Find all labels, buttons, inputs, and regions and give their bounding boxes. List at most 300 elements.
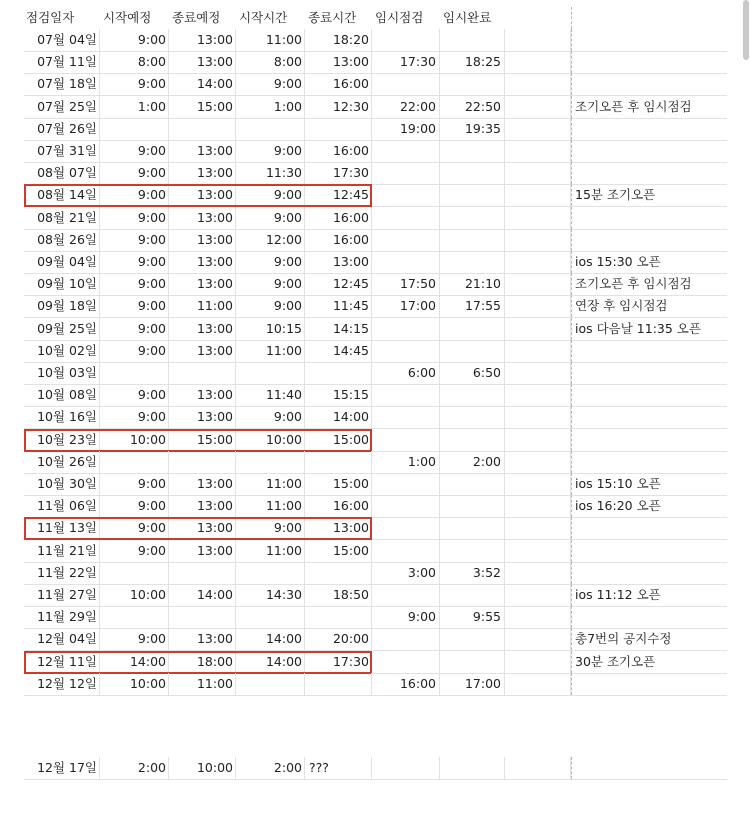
plan-start-cell[interactable]: 10:00 xyxy=(100,673,169,695)
plan-start-cell[interactable] xyxy=(100,451,169,473)
date-cell[interactable]: 08월 14일 xyxy=(24,184,100,206)
start-cell[interactable]: 10:15 xyxy=(236,318,305,340)
start-cell[interactable]: 9:00 xyxy=(236,251,305,273)
start-cell[interactable]: 9:00 xyxy=(236,517,305,539)
blank-cell[interactable] xyxy=(505,584,571,606)
header-plan-end[interactable]: 종료예정 xyxy=(172,10,221,25)
date-cell[interactable]: 10월 23일 xyxy=(24,429,100,451)
end-cell[interactable]: 13:00 xyxy=(305,251,372,273)
note-cell[interactable] xyxy=(571,162,727,184)
plan-end-cell[interactable] xyxy=(169,606,236,628)
header-plan-start[interactable]: 시작예정 xyxy=(103,10,152,25)
note-cell[interactable] xyxy=(571,673,727,695)
note-cell[interactable] xyxy=(571,406,727,428)
temp-check-cell[interactable] xyxy=(372,651,440,673)
end-cell[interactable] xyxy=(305,118,372,140)
date-cell[interactable]: 07월 18일 xyxy=(24,73,100,95)
date-cell[interactable]: 10월 16일 xyxy=(24,406,100,428)
table-row xyxy=(24,451,727,474)
temp-check-cell[interactable]: 17:00 xyxy=(372,295,440,317)
blank-cell[interactable] xyxy=(505,673,571,695)
blank-cell[interactable] xyxy=(505,473,571,495)
note-cell[interactable] xyxy=(571,29,727,51)
temp-check-cell[interactable] xyxy=(372,628,440,650)
plan-end-cell[interactable]: 11:00 xyxy=(169,295,236,317)
plan-end-cell[interactable]: 13:00 xyxy=(169,495,236,517)
start-cell[interactable] xyxy=(236,562,305,584)
note-cell[interactable]: 30분 조기오픈 xyxy=(571,651,727,673)
plan-end-cell[interactable]: 14:00 xyxy=(169,73,236,95)
date-cell[interactable]: 11월 13일 xyxy=(24,517,100,539)
temp-check-cell[interactable] xyxy=(372,340,440,362)
date-cell[interactable]: 12월 04일 xyxy=(24,628,100,650)
temp-done-cell[interactable] xyxy=(440,340,505,362)
end-cell[interactable]: 13:00 xyxy=(305,517,372,539)
date-cell[interactable]: 07월 04일 xyxy=(24,29,100,51)
start-cell[interactable] xyxy=(236,362,305,384)
temp-done-cell[interactable]: 18:25 xyxy=(440,51,505,73)
header-blank[interactable] xyxy=(505,7,571,29)
date-cell[interactable]: 10월 02일 xyxy=(24,340,100,362)
start-cell[interactable]: 9:00 xyxy=(236,207,305,229)
plan-start-cell[interactable]: 14:00 xyxy=(100,651,169,673)
plan-end-cell[interactable]: 15:00 xyxy=(169,96,236,118)
table-row xyxy=(24,495,727,518)
plan-end-cell[interactable]: 13:00 xyxy=(169,51,236,73)
temp-done-cell[interactable]: 9:55 xyxy=(440,606,505,628)
table-row xyxy=(24,517,727,540)
table-row xyxy=(24,184,727,207)
plan-start-cell[interactable]: 9:00 xyxy=(100,251,169,273)
temp-done-cell[interactable] xyxy=(440,757,505,779)
plan-start-cell[interactable]: 9:00 xyxy=(100,495,169,517)
temp-done-cell[interactable]: 2:00 xyxy=(440,451,505,473)
plan-end-cell[interactable]: 11:00 xyxy=(169,673,236,695)
note-cell[interactable]: ios 15:30 오픈 xyxy=(571,251,727,273)
temp-check-cell[interactable] xyxy=(372,318,440,340)
temp-done-cell[interactable]: 17:55 xyxy=(440,295,505,317)
note-cell[interactable] xyxy=(571,384,727,406)
start-cell[interactable] xyxy=(236,606,305,628)
date-cell[interactable]: 12월 11일 xyxy=(24,651,100,673)
note-cell[interactable] xyxy=(571,606,727,628)
temp-done-cell[interactable] xyxy=(440,229,505,251)
table-row xyxy=(24,628,727,651)
note-cell[interactable] xyxy=(571,451,727,473)
plan-end-cell[interactable]: 13:00 xyxy=(169,29,236,51)
plan-end-cell[interactable]: 15:00 xyxy=(169,429,236,451)
start-cell[interactable]: 11:00 xyxy=(236,29,305,51)
note-cell[interactable] xyxy=(571,73,727,95)
end-cell[interactable]: ??? xyxy=(305,757,372,779)
table-row xyxy=(24,29,727,52)
temp-done-cell[interactable] xyxy=(440,184,505,206)
note-cell[interactable] xyxy=(571,229,727,251)
temp-check-cell[interactable] xyxy=(372,229,440,251)
temp-check-cell[interactable] xyxy=(372,73,440,95)
temp-done-cell[interactable]: 3:52 xyxy=(440,562,505,584)
plan-start-cell[interactable]: 9:00 xyxy=(100,628,169,650)
start-cell[interactable] xyxy=(236,451,305,473)
date-cell[interactable]: 09월 10일 xyxy=(24,273,100,295)
start-cell[interactable]: 2:00 xyxy=(236,757,305,779)
temp-done-cell[interactable] xyxy=(440,162,505,184)
blank-cell[interactable] xyxy=(505,495,571,517)
plan-start-cell[interactable]: 9:00 xyxy=(100,384,169,406)
date-cell[interactable]: 10월 08일 xyxy=(24,384,100,406)
blank-cell[interactable] xyxy=(505,651,571,673)
plan-start-cell[interactable]: 9:00 xyxy=(100,229,169,251)
note-cell[interactable] xyxy=(571,540,727,562)
plan-start-cell[interactable]: 8:00 xyxy=(100,51,169,73)
note-cell[interactable] xyxy=(571,429,727,451)
blank-cell[interactable] xyxy=(505,118,571,140)
header-end[interactable]: 종료시간 xyxy=(308,10,357,25)
start-cell[interactable]: 9:00 xyxy=(236,140,305,162)
date-cell[interactable]: 10월 26일 xyxy=(24,451,100,473)
blank-cell[interactable] xyxy=(505,562,571,584)
blank-cell[interactable] xyxy=(505,451,571,473)
temp-done-cell[interactable] xyxy=(440,651,505,673)
plan-end-cell[interactable]: 13:00 xyxy=(169,406,236,428)
blank-cell[interactable] xyxy=(505,229,571,251)
plan-end-cell[interactable]: 18:00 xyxy=(169,651,236,673)
note-cell[interactable] xyxy=(571,517,727,539)
blank-cell[interactable] xyxy=(505,628,571,650)
plan-start-cell[interactable]: 9:00 xyxy=(100,473,169,495)
plan-end-cell[interactable]: 13:00 xyxy=(169,207,236,229)
blank-cell[interactable] xyxy=(505,757,571,779)
plan-end-cell[interactable]: 13:00 xyxy=(169,318,236,340)
date-cell[interactable]: 10월 03일 xyxy=(24,362,100,384)
date-cell[interactable]: 07월 31일 xyxy=(24,140,100,162)
plan-start-cell[interactable]: 9:00 xyxy=(100,406,169,428)
plan-end-cell[interactable]: 13:00 xyxy=(169,517,236,539)
temp-check-cell[interactable]: 1:00 xyxy=(372,451,440,473)
date-cell[interactable]: 11월 21일 xyxy=(24,540,100,562)
note-cell[interactable] xyxy=(571,207,727,229)
end-cell[interactable]: 15:15 xyxy=(305,384,372,406)
header-temp-done[interactable]: 임시완료 xyxy=(443,10,492,25)
end-cell[interactable] xyxy=(305,362,372,384)
note-cell[interactable]: ios 다음날 11:35 오픈 xyxy=(571,318,727,340)
end-cell[interactable]: 12:30 xyxy=(305,96,372,118)
vertical-scrollbar[interactable] xyxy=(743,0,749,60)
start-cell[interactable]: 14:00 xyxy=(236,628,305,650)
date-cell[interactable]: 09월 18일 xyxy=(24,295,100,317)
temp-check-cell[interactable] xyxy=(372,162,440,184)
temp-done-cell[interactable]: 19:35 xyxy=(440,118,505,140)
start-cell[interactable]: 12:00 xyxy=(236,229,305,251)
note-cell[interactable] xyxy=(571,140,727,162)
blank-cell[interactable] xyxy=(505,140,571,162)
blank-cell[interactable] xyxy=(505,207,571,229)
note-cell[interactable] xyxy=(571,118,727,140)
date-cell[interactable]: 07월 11일 xyxy=(24,51,100,73)
date-cell[interactable]: 09월 04일 xyxy=(24,251,100,273)
date-cell[interactable]: 10월 30일 xyxy=(24,473,100,495)
plan-end-cell[interactable]: 13:00 xyxy=(169,140,236,162)
blank-cell[interactable] xyxy=(505,606,571,628)
temp-done-cell[interactable] xyxy=(440,540,505,562)
temp-check-cell[interactable]: 3:00 xyxy=(372,562,440,584)
note-cell[interactable] xyxy=(571,51,727,73)
date-cell[interactable]: 12월 17일 xyxy=(24,757,100,779)
start-cell[interactable]: 14:00 xyxy=(236,651,305,673)
start-cell[interactable]: 14:30 xyxy=(236,584,305,606)
note-cell[interactable]: 조기오픈 후 임시점검 xyxy=(571,273,727,295)
note-cell[interactable]: 연장 후 임시점검 xyxy=(571,295,727,317)
plan-start-cell[interactable]: 9:00 xyxy=(100,540,169,562)
temp-check-cell[interactable] xyxy=(372,207,440,229)
start-cell[interactable]: 11:40 xyxy=(236,384,305,406)
temp-done-cell[interactable]: 6:50 xyxy=(440,362,505,384)
table-row xyxy=(24,757,727,780)
temp-done-cell[interactable] xyxy=(440,140,505,162)
temp-done-cell[interactable] xyxy=(440,406,505,428)
start-cell[interactable]: 9:00 xyxy=(236,273,305,295)
plan-end-cell[interactable] xyxy=(169,362,236,384)
end-cell[interactable]: 16:00 xyxy=(305,229,372,251)
temp-done-cell[interactable] xyxy=(440,384,505,406)
end-cell[interactable]: 15:00 xyxy=(305,429,372,451)
header-note[interactable] xyxy=(571,7,727,29)
blank-cell[interactable] xyxy=(505,429,571,451)
end-cell[interactable]: 12:45 xyxy=(305,184,372,206)
blank-cell[interactable] xyxy=(505,96,571,118)
header-start[interactable]: 시작시간 xyxy=(239,10,288,25)
plan-start-cell[interactable]: 10:00 xyxy=(100,584,169,606)
temp-check-cell[interactable] xyxy=(372,757,440,779)
blank-cell[interactable] xyxy=(505,362,571,384)
plan-end-cell[interactable]: 13:00 xyxy=(169,473,236,495)
blank-cell[interactable] xyxy=(505,540,571,562)
blank-cell[interactable] xyxy=(505,29,571,51)
plan-start-cell[interactable]: 9:00 xyxy=(100,73,169,95)
blank-cell[interactable] xyxy=(505,184,571,206)
end-cell[interactable]: 11:45 xyxy=(305,295,372,317)
plan-end-cell[interactable]: 13:00 xyxy=(169,340,236,362)
end-cell[interactable]: 14:00 xyxy=(305,406,372,428)
end-cell[interactable] xyxy=(305,673,372,695)
blank-cell[interactable] xyxy=(505,73,571,95)
end-cell[interactable]: 18:50 xyxy=(305,584,372,606)
temp-done-cell[interactable] xyxy=(440,207,505,229)
temp-check-cell[interactable] xyxy=(372,140,440,162)
plan-start-cell[interactable]: 1:00 xyxy=(100,96,169,118)
end-cell[interactable]: 17:30 xyxy=(305,162,372,184)
blank-cell[interactable] xyxy=(505,340,571,362)
plan-end-cell[interactable]: 14:00 xyxy=(169,584,236,606)
start-cell[interactable]: 11:00 xyxy=(236,340,305,362)
note-cell[interactable]: 조기오픈 후 임시점검 xyxy=(571,96,727,118)
start-cell[interactable]: 1:00 xyxy=(236,96,305,118)
date-cell[interactable]: 07월 26일 xyxy=(24,118,100,140)
temp-check-cell[interactable]: 17:50 xyxy=(372,273,440,295)
start-cell[interactable] xyxy=(236,673,305,695)
note-cell[interactable]: 15분 조기오픈 xyxy=(571,184,727,206)
blank-cell[interactable] xyxy=(505,273,571,295)
date-cell[interactable]: 07월 25일 xyxy=(24,96,100,118)
note-cell[interactable]: 총7번의 공지수정 xyxy=(571,628,727,650)
temp-done-cell[interactable] xyxy=(440,29,505,51)
plan-start-cell[interactable] xyxy=(100,562,169,584)
end-cell[interactable]: 20:00 xyxy=(305,628,372,650)
date-cell[interactable]: 11월 22일 xyxy=(24,562,100,584)
temp-check-cell[interactable]: 9:00 xyxy=(372,606,440,628)
note-cell[interactable]: ios 15:10 오픈 xyxy=(571,473,727,495)
temp-done-cell[interactable]: 22:50 xyxy=(440,96,505,118)
start-cell[interactable]: 11:00 xyxy=(236,473,305,495)
plan-start-cell[interactable]: 9:00 xyxy=(100,273,169,295)
start-cell[interactable]: 9:00 xyxy=(236,184,305,206)
temp-done-cell[interactable] xyxy=(440,429,505,451)
end-cell[interactable]: 13:00 xyxy=(305,51,372,73)
table-row xyxy=(24,540,727,563)
temp-done-cell[interactable]: 17:00 xyxy=(440,673,505,695)
start-cell[interactable] xyxy=(236,118,305,140)
plan-end-cell[interactable] xyxy=(169,451,236,473)
start-cell[interactable]: 8:00 xyxy=(236,51,305,73)
plan-end-cell[interactable]: 13:00 xyxy=(169,184,236,206)
end-cell[interactable] xyxy=(305,451,372,473)
plan-end-cell[interactable]: 13:00 xyxy=(169,540,236,562)
temp-check-cell[interactable] xyxy=(372,584,440,606)
temp-check-cell[interactable] xyxy=(372,495,440,517)
temp-check-cell[interactable] xyxy=(372,384,440,406)
temp-done-cell[interactable]: 21:10 xyxy=(440,273,505,295)
end-cell[interactable] xyxy=(305,606,372,628)
end-cell[interactable]: 14:45 xyxy=(305,340,372,362)
plan-start-cell[interactable] xyxy=(100,118,169,140)
end-cell[interactable]: 16:00 xyxy=(305,73,372,95)
blank-cell[interactable] xyxy=(505,251,571,273)
temp-check-cell[interactable]: 22:00 xyxy=(372,96,440,118)
plan-start-cell[interactable]: 9:00 xyxy=(100,162,169,184)
blank-cell[interactable] xyxy=(505,51,571,73)
temp-done-cell[interactable] xyxy=(440,318,505,340)
plan-end-cell[interactable]: 13:00 xyxy=(169,229,236,251)
end-cell[interactable]: 17:30 xyxy=(305,651,372,673)
end-cell[interactable]: 16:00 xyxy=(305,140,372,162)
date-cell[interactable]: 08월 26일 xyxy=(24,229,100,251)
temp-check-cell[interactable] xyxy=(372,184,440,206)
temp-check-cell[interactable] xyxy=(372,251,440,273)
blank-cell[interactable] xyxy=(505,318,571,340)
start-cell[interactable]: 10:00 xyxy=(236,429,305,451)
end-cell[interactable]: 15:00 xyxy=(305,473,372,495)
note-cell[interactable]: ios 11:12 오픈 xyxy=(571,584,727,606)
plan-end-cell[interactable] xyxy=(169,118,236,140)
plan-start-cell[interactable]: 9:00 xyxy=(100,29,169,51)
temp-check-cell[interactable] xyxy=(372,429,440,451)
temp-done-cell[interactable] xyxy=(440,628,505,650)
table-row xyxy=(24,584,727,607)
end-cell[interactable]: 12:45 xyxy=(305,273,372,295)
plan-end-cell[interactable] xyxy=(169,562,236,584)
plan-end-cell[interactable]: 13:00 xyxy=(169,251,236,273)
table-row xyxy=(24,118,727,141)
plan-start-cell[interactable]: 9:00 xyxy=(100,517,169,539)
date-cell[interactable]: 12월 12일 xyxy=(24,673,100,695)
temp-check-cell[interactable] xyxy=(372,473,440,495)
date-cell[interactable]: 08월 21일 xyxy=(24,207,100,229)
note-cell[interactable] xyxy=(571,757,727,779)
plan-end-cell[interactable]: 13:00 xyxy=(169,273,236,295)
end-cell[interactable]: 18:20 xyxy=(305,29,372,51)
blank-cell[interactable] xyxy=(505,295,571,317)
temp-check-cell[interactable] xyxy=(372,29,440,51)
date-cell[interactable]: 08월 07일 xyxy=(24,162,100,184)
temp-done-cell[interactable] xyxy=(440,495,505,517)
plan-start-cell[interactable]: 9:00 xyxy=(100,184,169,206)
start-cell[interactable]: 9:00 xyxy=(236,295,305,317)
end-cell[interactable]: 16:00 xyxy=(305,495,372,517)
temp-done-cell[interactable] xyxy=(440,473,505,495)
plan-start-cell[interactable]: 2:00 xyxy=(100,757,169,779)
blank-cell[interactable] xyxy=(505,162,571,184)
temp-check-cell[interactable]: 6:00 xyxy=(372,362,440,384)
blank-cell[interactable] xyxy=(505,384,571,406)
header-date[interactable]: 점검일자 xyxy=(26,10,75,25)
note-cell[interactable] xyxy=(571,362,727,384)
note-cell[interactable]: ios 16:20 오픈 xyxy=(571,495,727,517)
note-cell[interactable] xyxy=(571,340,727,362)
date-cell[interactable]: 11월 27일 xyxy=(24,584,100,606)
header-temp-check[interactable]: 임시점검 xyxy=(375,10,424,25)
temp-check-cell[interactable]: 17:30 xyxy=(372,51,440,73)
date-cell[interactable]: 11월 29일 xyxy=(24,606,100,628)
plan-start-cell[interactable]: 9:00 xyxy=(100,340,169,362)
start-cell[interactable]: 9:00 xyxy=(236,406,305,428)
temp-done-cell[interactable] xyxy=(440,517,505,539)
plan-end-cell[interactable]: 13:00 xyxy=(169,628,236,650)
plan-start-cell[interactable]: 9:00 xyxy=(100,207,169,229)
plan-start-cell[interactable] xyxy=(100,606,169,628)
start-cell[interactable]: 11:00 xyxy=(236,540,305,562)
plan-start-cell[interactable]: 9:00 xyxy=(100,318,169,340)
end-cell[interactable]: 16:00 xyxy=(305,207,372,229)
temp-check-cell[interactable] xyxy=(372,540,440,562)
end-cell[interactable] xyxy=(305,562,372,584)
end-cell[interactable]: 14:15 xyxy=(305,318,372,340)
plan-start-cell[interactable] xyxy=(100,362,169,384)
plan-end-cell[interactable]: 13:00 xyxy=(169,162,236,184)
plan-end-cell[interactable]: 10:00 xyxy=(169,757,236,779)
start-cell[interactable]: 9:00 xyxy=(236,73,305,95)
date-cell[interactable]: 11월 06일 xyxy=(24,495,100,517)
plan-start-cell[interactable]: 9:00 xyxy=(100,140,169,162)
temp-done-cell[interactable] xyxy=(440,584,505,606)
plan-end-cell[interactable]: 13:00 xyxy=(169,384,236,406)
temp-check-cell[interactable] xyxy=(372,517,440,539)
blank-cell[interactable] xyxy=(505,406,571,428)
temp-check-cell[interactable]: 16:00 xyxy=(372,673,440,695)
temp-done-cell[interactable] xyxy=(440,251,505,273)
start-cell[interactable]: 11:30 xyxy=(236,162,305,184)
table-row xyxy=(24,651,727,674)
blank-cell[interactable] xyxy=(505,517,571,539)
temp-done-cell[interactable] xyxy=(440,73,505,95)
plan-start-cell[interactable]: 10:00 xyxy=(100,429,169,451)
end-cell[interactable]: 15:00 xyxy=(305,540,372,562)
start-cell[interactable]: 11:00 xyxy=(236,495,305,517)
date-cell[interactable]: 09월 25일 xyxy=(24,318,100,340)
temp-check-cell[interactable]: 19:00 xyxy=(372,118,440,140)
plan-start-cell[interactable]: 9:00 xyxy=(100,295,169,317)
note-cell[interactable] xyxy=(571,562,727,584)
temp-check-cell[interactable] xyxy=(372,406,440,428)
